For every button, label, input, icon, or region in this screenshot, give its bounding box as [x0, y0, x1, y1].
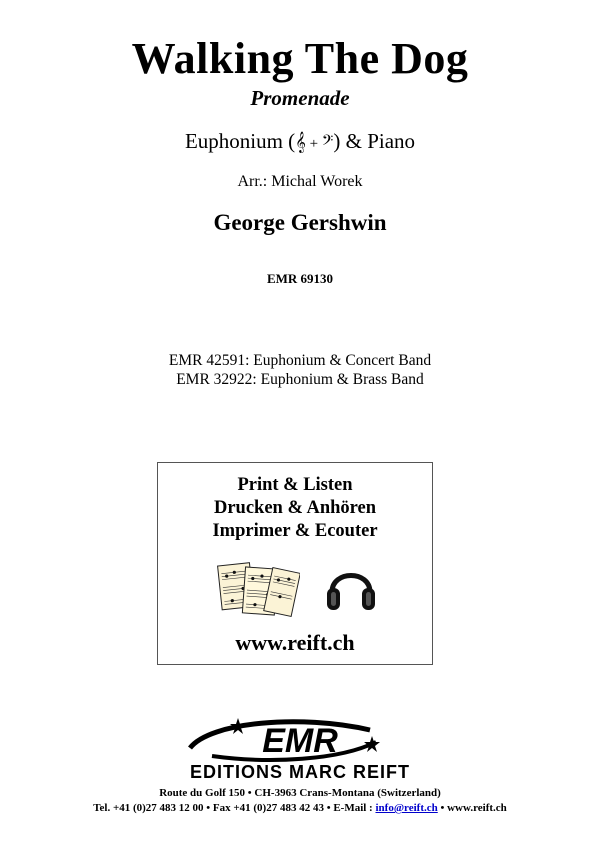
arranger: Arr.: Michal Worek: [237, 173, 363, 190]
catalog-code: EMR 69130: [266, 271, 334, 286]
contact-phone-fax: Tel. +41 (0)27 483 12 00 • Fax +41 (0)27 483 42 43 • E-Mail :: [93, 802, 376, 814]
bass-clef-icon: 𝄢: [321, 132, 334, 153]
treble-clef-icon: 𝄞: [295, 132, 306, 153]
instrumentation: [0, 128, 600, 157]
print-listen-box[interactable]: [157, 462, 433, 665]
headphones-icon: [324, 558, 378, 614]
publisher-contact: [0, 801, 600, 815]
svg-text:EDITIONS MARC REIFT: EDITIONS MARC REIFT: [190, 762, 410, 782]
page-title: Walking The Dog: [131, 34, 469, 83]
email-link[interactable]: info@reift.ch: [375, 802, 438, 814]
svg-text:EMR: EMR: [262, 722, 338, 760]
website-link[interactable]: www.reift.ch: [235, 630, 355, 655]
related-edition: EMR 42591: Euphonium & Concert Band: [168, 352, 432, 369]
subtitle: Promenade: [250, 86, 350, 110]
composer: George Gershwin: [213, 210, 387, 235]
related-editions: [0, 351, 600, 389]
sheet-music-icon: [216, 558, 300, 620]
instrumentation-plus: +: [305, 136, 322, 152]
promo-line-de: Drucken & Anhören: [213, 498, 377, 518]
instrumentation-text-end: ) & Piano: [333, 129, 416, 153]
related-edition: EMR 32922: Euphonium & Brass Band: [176, 371, 424, 388]
promo-line-fr: Imprimer & Ecouter: [212, 521, 378, 541]
contact-website: • www.reift.ch: [437, 802, 507, 814]
emr-logo: [150, 712, 450, 784]
instrumentation-text-start: Euphonium (: [184, 129, 296, 153]
publisher-address: Route du Golf 150 • CH-3963 Crans-Montana (Switzerland): [159, 787, 441, 799]
promo-line-en: Print & Listen: [237, 475, 353, 495]
